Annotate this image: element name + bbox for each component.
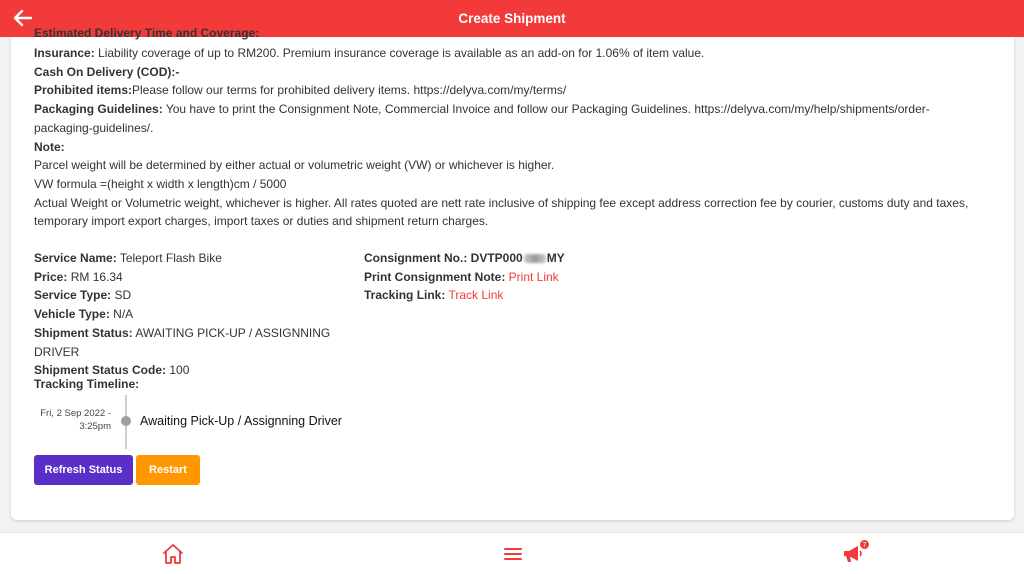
restart-button[interactable]: Restart [136,455,200,485]
packaging-line: Packaging Guidelines: You have to print the Consignment Note, Commercial Invoice and follow our Packaging Guidelines. https://delyva.com/my/help/shipments/order-packaging-guidelines/. [34,102,930,135]
shipment-status-row: Shipment Status: AWAITING PICK-UP / ASSIGNNING DRIVER [34,325,331,359]
nav-announcements[interactable] [840,542,866,566]
menu-icon [502,545,524,563]
arrow-left-icon [13,9,33,27]
prohibited-line: Prohibited items:Please follow our terms for prohibited delivery items. https://delyva.com/my/terms/ [34,83,567,98]
note-line-2: VW formula =(height x width x length)cm / 5000 [34,176,287,191]
print-note-row: Print Consignment Note: Print Link [364,269,559,284]
nav-menu[interactable] [500,542,526,566]
note-heading: Note: [34,139,65,154]
shipment-status-code-row: Shipment Status Code: 100 [34,363,190,378]
note-line-3: Actual Weight or Volumetric weight, whichever is higher. All rates quoted are nett rate inclusive of shipping fee except address correction fee by courier, customs duty and taxes, temporary import export charges, import taxes or duties and shipment return charges. [34,195,969,229]
home-icon [161,543,185,565]
notification-badge: 7 [859,539,870,550]
nav-home[interactable] [160,542,186,566]
print-link[interactable]: Print Link [505,269,559,284]
cod-line: Cash On Delivery (COD):- [34,64,180,79]
service-type-row: Service Type: SD [34,288,132,303]
price-row: Price: RM 16.34 [34,269,123,284]
terms-section [34,44,974,231]
bottom-navigation [0,532,1024,574]
timeline-dot [121,416,131,426]
page-title: Create Shipment [458,11,566,26]
timeline-event-label: Awaiting Pick-Up / Assignning Driver [140,414,342,428]
tracking-timeline-title: Tracking Timeline: [34,377,140,391]
timeline-date: Fri, 2 Sep 2022 - 3:25pm [40,408,111,432]
service-name-row: Service Name: Teleport Flash Bike [34,251,222,265]
tracking-link-row: Tracking Link: Track Link [364,288,504,303]
clipped-text-line: Estimated Delivery Time and Coverage: [34,26,260,40]
details-left-column [34,249,364,380]
refresh-status-button[interactable]: Refresh Status [34,455,133,485]
insurance-line: Insurance: Liability coverage of up to RM200. Premium insurance coverage is available as an add-on for 1.06% of item value. [34,46,705,60]
shipment-card [11,26,1014,520]
redacted-digits [524,254,546,263]
track-link[interactable]: Track Link [445,288,504,303]
back-button[interactable] [10,6,36,30]
details-right-column [364,249,664,305]
consignment-row: Consignment No.: DVTP000 MY [364,251,565,265]
vehicle-type-row: Vehicle Type: N/A [34,307,134,322]
note-line-1: Parcel weight will be determined by either actual or volumetric weight (VW) or whichever is higher. [34,158,555,173]
